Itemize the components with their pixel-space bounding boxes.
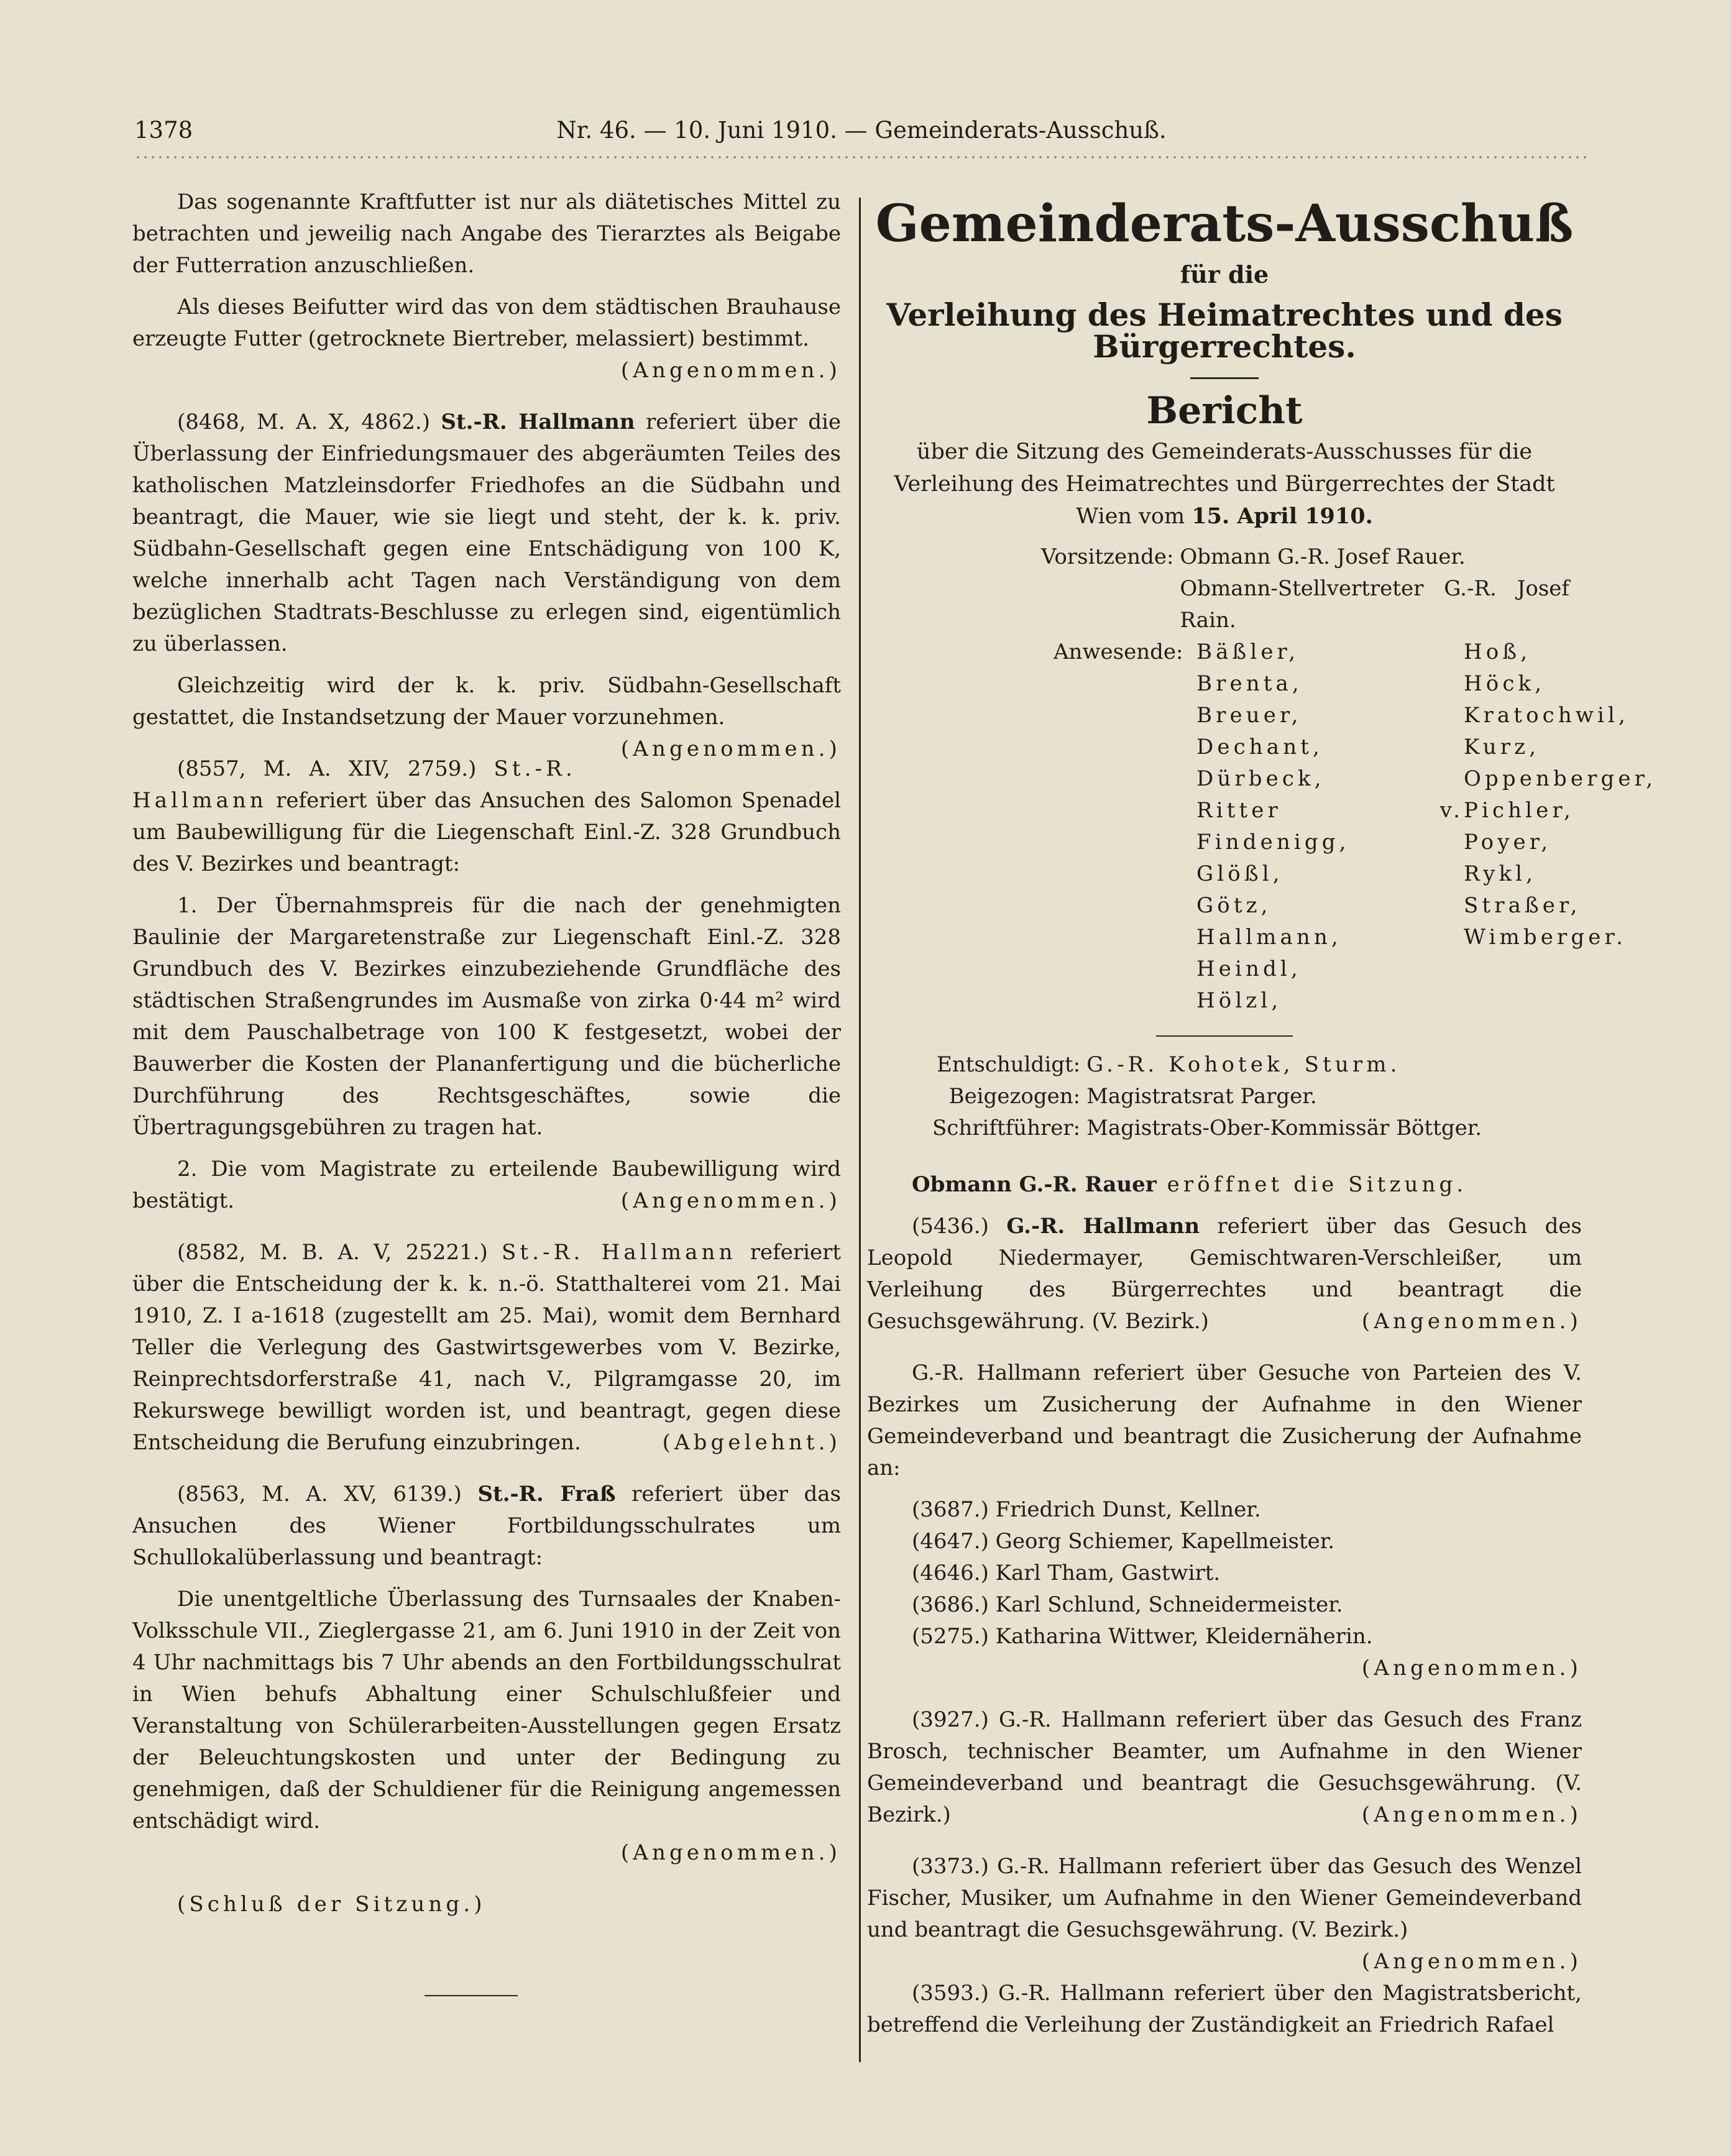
attendee: Pichler,	[1464, 798, 1574, 823]
speaker-name: St.-R. Hallmann	[132, 756, 576, 813]
result-angenommen: (Angenommen.)	[620, 1840, 841, 1865]
attendee: Hallmann,	[1196, 925, 1342, 950]
attached-names: Magistratsrat Parger.	[1086, 1084, 1317, 1109]
closing-line: (Schluß der Sitzung.)	[177, 1892, 486, 1917]
right-column	[867, 186, 1657, 2051]
present-label: Anwesende:	[1054, 640, 1183, 664]
item-8563-continuation	[132, 1584, 841, 1869]
item-8468-continuation	[132, 670, 841, 761]
attendee: Rykl,	[1464, 861, 1537, 886]
speaker-name: G.-R. Hallmann	[1006, 1214, 1200, 1239]
page-number: 1378	[134, 117, 193, 144]
opening-line	[867, 1169, 1582, 1201]
item-text: (3927.) G.-R. Hallmann referiert über das Gesuch des Franz Brosch, technischer Beamter, um Aufnahme in den Wiener Gemeindeverband und beantragt die Gesuchsgewährung. (V. Bezirk.)	[867, 1707, 1582, 1827]
item-ref: (5436.)	[912, 1214, 989, 1239]
attendee: Götz,	[1196, 893, 1272, 918]
opening-speaker: Obmann G.-R. Rauer	[912, 1172, 1157, 1197]
item-text: Gleichzeitig wird der k. k. priv. Südbahn-Gesellschaft gestattet, die Instandsetzung der Mauer vorzunehmen.	[132, 673, 841, 730]
attendee: Hölzl,	[1196, 988, 1282, 1013]
item-3373	[867, 1851, 1582, 1974]
attendee: Kratochwil,	[1464, 703, 1629, 728]
attendee: Oppenberger,	[1464, 766, 1657, 791]
attendee: Breuer,	[1196, 703, 1302, 728]
report-intro-text: über die Sitzung des Gemeinderats-Ausschusses für die Verleihung des Heimatrechtes und Bürgerrechtes der Stadt Wien vom	[894, 439, 1555, 529]
present-col1	[1196, 636, 1464, 1017]
item-parteien: G.-R. Hallmann referiert über Gesuche von Parteien des V. Bezirkes um Zusicherung der Aufnahme in den Wiener Gemeindeverband und beantragt die Zusicherung der Aufnahme an:	[867, 1360, 1582, 1480]
opening-text: eröffnet die Sitzung.	[1156, 1172, 1467, 1197]
chair-2: Obmann-Stellvertreter G.-R. Josef Rain.	[1180, 576, 1569, 633]
result-angenommen: (Angenommen.)	[620, 358, 841, 383]
present-col2	[1464, 636, 1731, 1017]
item-text: (3373.) G.-R. Hallmann referiert über das Gesuch des Wenzel Fischer, Musiker, um Aufnahme in den Wiener Gemeindeverband und beantragt die Gesuchsgewährung. (V. Bezirk.)	[867, 1854, 1582, 1942]
attendee: Straßer,	[1464, 893, 1581, 918]
attendee: Hoß,	[1464, 640, 1531, 664]
report-title: Bericht	[1146, 389, 1303, 433]
attendees-rule	[1156, 1035, 1293, 1037]
result-abgelehnt: (Abgelehnt.)	[662, 1430, 841, 1455]
section-subtitle-2: Verleihung des Heimatrechtes und des Bürgerrechtes.	[886, 296, 1563, 365]
attendee: Kurz,	[1464, 735, 1540, 759]
secretary-name: Magistrats-Ober-Kommissär Böttger.	[1086, 1116, 1482, 1140]
applicant: (3686.) Karl Schlund, Schneidermeister.	[912, 1592, 1343, 1617]
result-angenommen: (Angenommen.)	[620, 1188, 841, 1213]
speaker-name: St.-R. Hallmann	[502, 1240, 737, 1265]
item-ref: (8563, M. A. XV, 6139.)	[177, 1482, 462, 1507]
result-angenommen: (Angenommen.)	[1361, 1309, 1582, 1334]
report-intro	[867, 436, 1582, 533]
section-title: Gemeinderats-Ausschuß	[875, 194, 1574, 254]
attendee: Höck,	[1464, 671, 1546, 696]
item-8468	[132, 406, 841, 660]
result-angenommen: (Angenommen.)	[620, 736, 841, 761]
item-text: Die unentgeltliche Überlassung des Turnsaales der Knaben-Volksschule VII., Zieglergasse 21, am 6. Juni 1910 in der Zeit von 4 Uhr nachmittags bis 7 Uhr abends an den Fortbildungsschulrat in Wien behufs Abhaltung einer Schulschlußfeier und Veranstaltung von Schülerarbeiten-Ausstellungen gegen Ersatz der Beleuchtungskosten und unter der Bedingung zu genehmigen, daß der Schuldiener für die Reinigung angemessen entschädigt wird.	[132, 1587, 841, 1833]
item-3927	[867, 1704, 1582, 1831]
paragraph-kraftfutter: Das sogenannte Kraftfutter ist nur als diätetisches Mittel zu betrachten und jeweilig nach Angabe des Tierarztes als Beigabe der Futterration anzuschließen.	[132, 190, 841, 278]
column-divider	[859, 198, 861, 2062]
item-text: referiert über das Gesuch des Leopold Niedermayer, Gemischtwaren-Verschleißer, um Verleihung des Bürgerrechtes und beantragt die Gesuchsgewährung. (V. Bezirk.)	[867, 1214, 1582, 1334]
report-date: 15. April 1910.	[1191, 503, 1373, 529]
header-wavy-rule	[134, 154, 1589, 160]
left-column	[132, 186, 841, 1996]
attendee: Poyer,	[1464, 830, 1552, 855]
item-ref: (8468, M. A. X, 4862.)	[177, 410, 430, 434]
attendee: Bäßler,	[1196, 640, 1300, 664]
title-rule	[1190, 377, 1259, 379]
attendee: Heindl,	[1196, 956, 1302, 981]
attendee: Wimberger.	[1464, 925, 1627, 950]
item-text: referiert über das Ansuchen des Wiener Fortbildungsschulrates um Schullokalüberlassung und beantragt:	[132, 1482, 841, 1570]
item-text: referiert über die Überlassung der Einfriedungsmauer des abgeräumten Teiles des katholischen Matzleinsdorfer Friedhofes an die Südbahn und beantragt, die Mauer, wie sie liegt und steht, der k. k. priv. Südbahn-Gesellschaft gegen eine Entschädigung von 100 K, welche innerhalb acht Tagen nach Verständigung von dem bezüglichen Stadtrats-Beschlusse zu erlegen sind, eigentümlich zu überlassen.	[132, 410, 841, 656]
excused-names: G.-R. Kohotek, Sturm.	[1086, 1052, 1401, 1077]
paragraph-beifutter-text: Als dieses Beifutter wird das von dem städtischen Brauhause erzeugte Futter (getrocknete Biertreber, melassiert) bestimmt.	[132, 295, 841, 351]
item-ref: (8557, M. A. XIV, 2759.)	[177, 756, 477, 781]
result-angenommen: (Angenommen.)	[1361, 1656, 1582, 1681]
excused-label: Entschuldigt:	[937, 1052, 1081, 1077]
running-head: Nr. 46. — 10. Juni 1910. — Gemeinderats-Ausschuß.	[556, 117, 1167, 144]
item-8582	[132, 1237, 841, 1459]
attendee: Glößl,	[1196, 861, 1283, 886]
applicant: (4647.) Georg Schiemer, Kapellmeister.	[912, 1529, 1335, 1554]
item-8557-point-2	[132, 1154, 841, 1217]
item-text: referiert über das Ansuchen des Salomon Spenadel um Baubewilligung für die Liegenschaft Einl.-Z. 328 Grundbuch des V. Bezirkes und beantragt:	[132, 788, 841, 876]
page-header	[134, 117, 1589, 154]
secretary-label: Schriftführer:	[932, 1116, 1081, 1140]
item-text: referiert über die Entscheidung der k. k. n.-ö. Statthalterei vom 21. Mai 1910, Z. I a-1618 (zugestellt am 25. Mai), womit dem Bernhard Teller die Verlegung des Gastwirtsgewerbes vom V. Bezirke, Reinprechtsdorferstraße 41, nach V., Pilgramgasse 20, im Rekurswege bewilligt worden ist, und beantragt, gegen diese Entscheidung die Berufung einzubringen.	[132, 1240, 842, 1455]
item-8557-point-1: 1. Der Übernahmspreis für die nach der genehmigten Baulinie der Margaretenstraße zur Liegenschaft Einl.-Z. 328 Grundbuch des V. Bezirkes einzubeziehende Grundfläche des städtischen Straßengrundes im Ausmaße von zirka 0·44 m² wird mit dem Pauschalbetrage von 100 K festgesetzt, wobei der Bauwerber die Kosten der Plananfertigung und die bücherliche Durchführung des Rechtsgeschäftes, sowie die Übertragungsgebühren zu tragen hat.	[132, 893, 841, 1140]
chair-label: Vorsitzende:	[1041, 544, 1174, 569]
attendees-block	[1054, 636, 1657, 1017]
applicant: (3687.) Friedrich Dunst, Kellner.	[912, 1497, 1261, 1522]
speaker-name: St.-R. Hallmann	[441, 410, 635, 434]
item-8557	[132, 753, 841, 880]
officials-block	[932, 1049, 1579, 1144]
item-text: 2. Die vom Magistrate zu erteilende Baubewilligung wird bestätigt.	[132, 1157, 841, 1213]
result-angenommen: (Angenommen.)	[1361, 1949, 1582, 1974]
section-subtitle-1: für die	[1180, 260, 1269, 288]
attendee: Brenta,	[1196, 671, 1303, 696]
speaker-name: St.-R. Fraß	[477, 1482, 616, 1507]
item-8563	[132, 1479, 841, 1574]
chair-block	[1041, 541, 1569, 636]
item-3593: (3593.) G.-R. Hallmann referiert über den Magistratsbericht, betreffend die Verleihung der Zuständigkeit an Friedrich Rafael	[867, 1981, 1582, 2037]
paragraph-beifutter	[132, 291, 841, 387]
applicant: (4646.) Karl Tham, Gastwirt.	[912, 1561, 1221, 1585]
attendee: Ritter v. Findenigg,	[1196, 798, 1464, 855]
applicant: (5275.) Katharina Wittwer, Kleidernäherin.	[912, 1624, 1373, 1649]
end-rule	[425, 1995, 518, 1996]
result-angenommen: (Angenommen.)	[1361, 1802, 1582, 1827]
item-5436	[867, 1211, 1582, 1337]
applicant-list	[867, 1494, 1582, 1653]
chair-1: Obmann G.-R. Josef Rauer.	[1180, 544, 1466, 569]
item-ref: (8582, M. B. A. V, 25221.)	[177, 1240, 488, 1265]
attendee: Dürbeck,	[1196, 766, 1325, 791]
attached-label: Beigezogen:	[948, 1084, 1081, 1109]
attendee: Dechant,	[1196, 735, 1323, 759]
